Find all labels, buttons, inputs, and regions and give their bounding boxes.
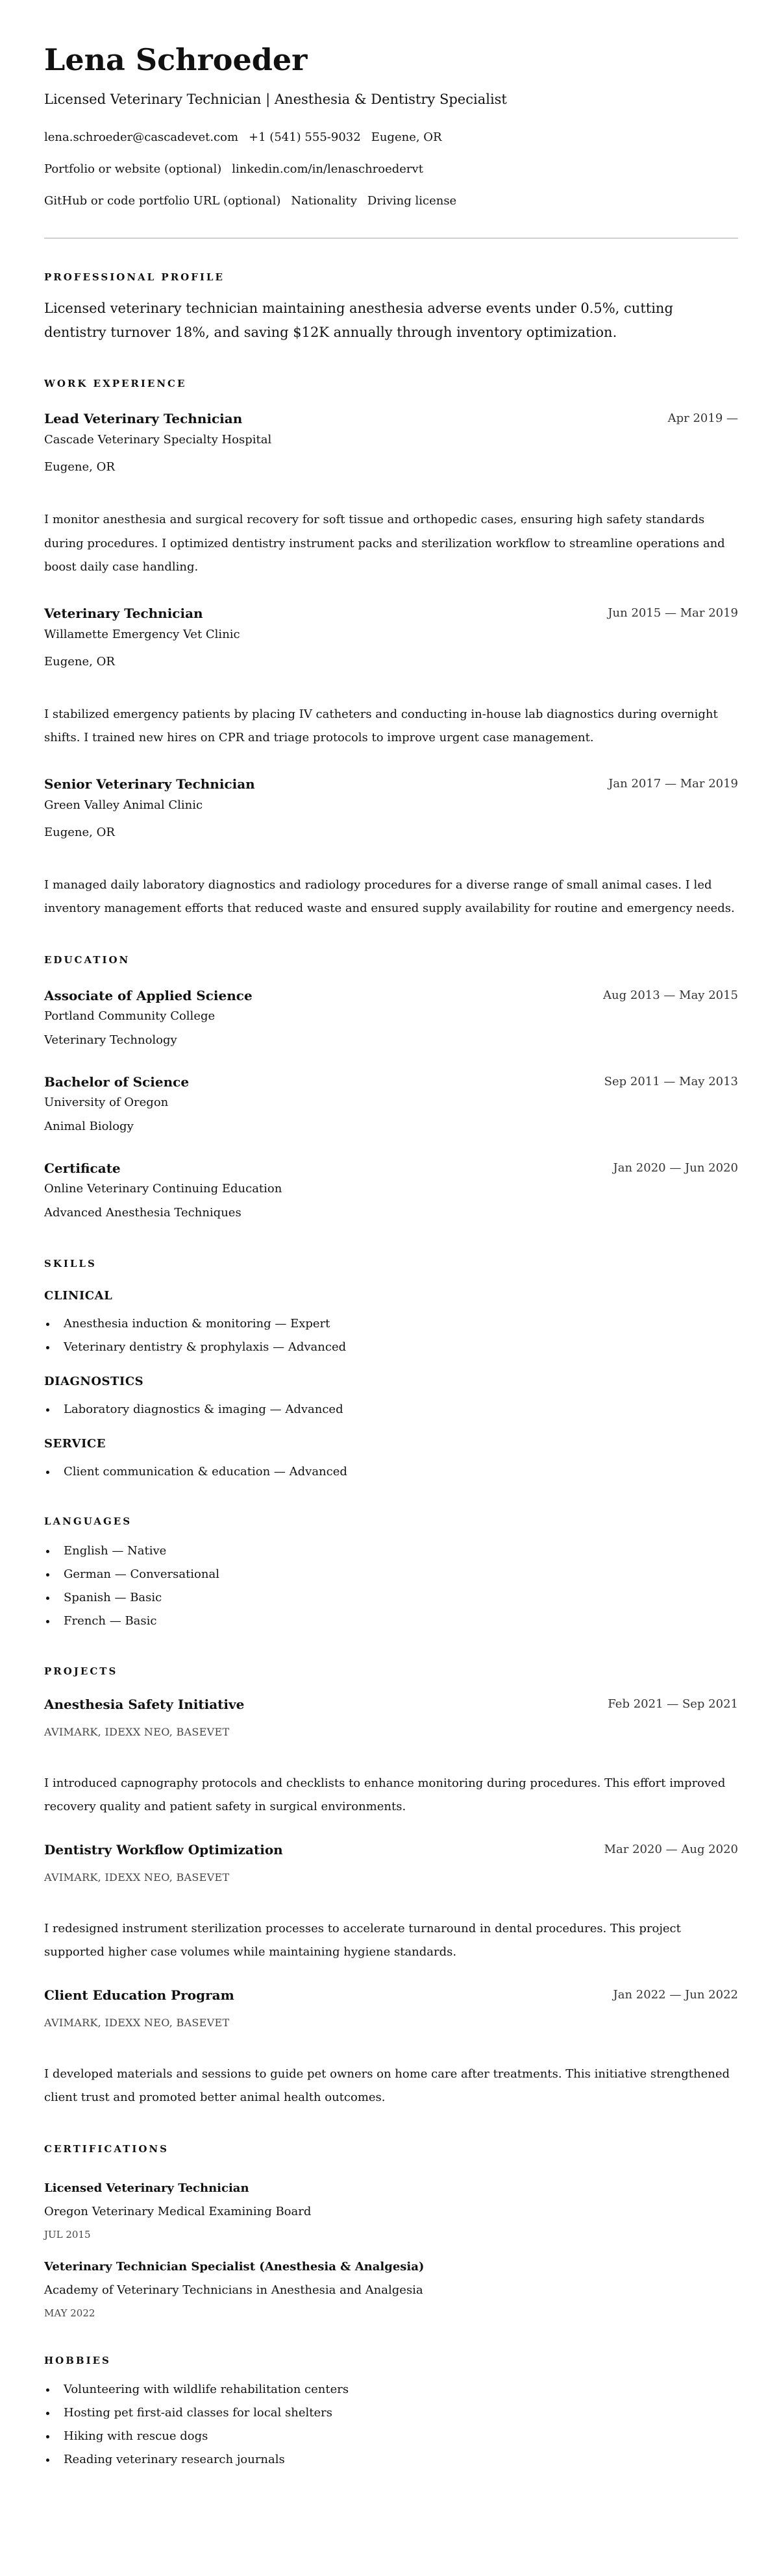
contact-nationality: Nationality (291, 194, 357, 208)
degree: Associate of Applied Science (44, 987, 253, 1003)
job-location: Eugene, OR (44, 460, 115, 474)
project-tech: AVIMARK, IDEXX NEO, BASEVET (44, 1871, 230, 1883)
education-item (44, 986, 738, 1050)
skill-list (44, 1398, 738, 1421)
hobby-item: Hosting pet first-aid classes for local shelters (44, 2401, 738, 2425)
certification-title: Licensed Veterinary Technician (44, 2181, 249, 2195)
section-heading: EDUCATION (44, 953, 130, 966)
job-company: Cascade Veterinary Specialty Hospital (44, 433, 272, 447)
skill-group-heading: SERVICE (44, 1436, 106, 1451)
contact-phone[interactable]: +1 (541) 555-9032 (249, 130, 361, 144)
language-list (44, 1539, 738, 1633)
skill-list (44, 1312, 738, 1359)
education-section (44, 953, 738, 1223)
certification-date: JUL 2015 (44, 2228, 91, 2240)
hobby-item: Hiking with rescue dogs (44, 2425, 738, 2448)
skill-item: Anesthesia induction & monitoring — Expert (44, 1312, 738, 1336)
job-dates: Apr 2019 — (667, 411, 738, 425)
section-heading: SKILLS (44, 1257, 97, 1270)
certification-issuer: Academy of Veterinary Technicians in Anesthesia and Analgesia (44, 2283, 423, 2297)
contact-portfolio[interactable]: Portfolio or website (optional) (44, 162, 222, 176)
education-dates: Sep 2011 — May 2013 (604, 1074, 738, 1088)
contact-email[interactable]: lena.schroeder@cascadevet.com (44, 130, 239, 144)
section-heading: WORK EXPERIENCE (44, 378, 187, 389)
job-location: Eugene, OR (44, 654, 115, 669)
project-dates: Mar 2020 — Aug 2020 (604, 1842, 738, 1856)
project-title: Anesthesia Safety Initiative (44, 1696, 245, 1712)
job-description: I stabilized emergency patients by placing IV catheters and conducting in-house lab diagnostics during overnight shifts. I trained new hires on CPR and triage protocols to improve urgent case management. (44, 707, 718, 744)
section-heading: PROFESSIONAL PROFILE (44, 271, 225, 283)
contact-row (44, 128, 738, 147)
job-title: Senior Veterinary Technician (44, 776, 255, 792)
school: Portland Community College (44, 1009, 216, 1023)
resume-page (44, 0, 738, 2472)
field-of-study: Animal Biology (44, 1119, 134, 1133)
job-dates: Jan 2017 — Mar 2019 (608, 776, 738, 791)
candidate-headline: Licensed Veterinary Technician | Anesthesia & Dentistry Specialist (44, 92, 507, 107)
education-dates: Aug 2013 — May 2015 (603, 988, 738, 1002)
skill-list (44, 1460, 738, 1484)
project-dates: Feb 2021 — Sep 2021 (608, 1697, 738, 1711)
profile-summary: Licensed veterinary technician maintaining anesthesia adverse events under 0.5%, cutting dentistry turnover 18%, and saving $12K annually through inventory optimization. (44, 301, 673, 340)
project-description: I developed materials and sessions to guide pet owners on home care after treatments. This initiative strengthened client trust and promoted better animal health outcomes. (44, 2067, 730, 2104)
skill-item: Laboratory diagnostics & imaging — Advanced (44, 1398, 738, 1421)
contact-driving-license: Driving license (367, 194, 457, 208)
job-description: I monitor anesthesia and surgical recovery for soft tissue and orthopedic cases, ensuring high safety standards during procedures. I optimized dentistry instrument packs and sterilization workflow to streamline operations and boost daily case handling. (44, 513, 725, 574)
experience-section (44, 377, 738, 921)
skill-group-heading: DIAGNOSTICS (44, 1374, 144, 1388)
project-dates: Jan 2022 — Jun 2022 (613, 1987, 738, 2002)
certifications-section (44, 2142, 738, 2322)
candidate-name: Lena Schroeder (44, 42, 308, 77)
contact-linkedin[interactable]: linkedin.com/in/lenaschroedervt (232, 162, 423, 176)
language-item: German — Conversational (44, 1563, 738, 1586)
education-dates: Jan 2020 — Jun 2020 (613, 1160, 738, 1175)
field-of-study: Advanced Anesthesia Techniques (44, 1205, 241, 1220)
language-item: Spanish — Basic (44, 1586, 738, 1610)
job-company: Willamette Emergency Vet Clinic (44, 627, 240, 641)
skill-group-heading: CLINICAL (44, 1288, 113, 1303)
hobby-item: Reading veterinary research journals (44, 2448, 738, 2472)
language-item: English — Native (44, 1539, 738, 1563)
hobby-item: Volunteering with wildlife rehabilitation centers (44, 2378, 738, 2401)
project-item (44, 1985, 738, 2109)
project-title: Dentistry Workflow Optimization (44, 1841, 283, 1858)
certification-title: Veterinary Technician Specialist (Anesthesia & Analgesia) (44, 2259, 425, 2274)
education-item (44, 1072, 738, 1136)
degree: Certificate (44, 1160, 121, 1176)
job-title: Veterinary Technician (44, 605, 203, 621)
profile-section (44, 271, 738, 345)
resume-header (44, 40, 738, 211)
header-divider (44, 238, 738, 239)
contact-row (44, 160, 738, 179)
job-description: I managed daily laboratory diagnostics and radiology procedures for a diverse range of small animal cases. I led inventory management efforts that reduced waste and ensured supply availability for routine and emergency needs. (44, 877, 735, 915)
languages-section (44, 1515, 738, 1633)
job-dates: Jun 2015 — Mar 2019 (608, 606, 738, 620)
project-title: Client Education Program (44, 1987, 234, 2003)
school: Online Veterinary Continuing Education (44, 1181, 282, 1196)
job-location: Eugene, OR (44, 825, 115, 839)
language-item: French — Basic (44, 1610, 738, 1633)
certification-issuer: Oregon Veterinary Medical Examining Board (44, 2204, 312, 2218)
degree: Bachelor of Science (44, 1073, 190, 1090)
project-description: I introduced capnography protocols and checklists to enhance monitoring during procedures. This effort improved recovery quality and patient safety in surgical environments. (44, 1776, 726, 1813)
project-description: I redesigned instrument sterilization processes to accelerate turnaround in dental procedures. This project supported higher case volumes while maintaining hygiene standards. (44, 1921, 681, 1959)
skills-section (44, 1257, 738, 1484)
hobbies-section (44, 2354, 738, 2472)
project-tech: AVIMARK, IDEXX NEO, BASEVET (44, 2016, 230, 2029)
project-item (44, 1840, 738, 1964)
job-company: Green Valley Animal Clinic (44, 798, 203, 812)
certification-item (44, 2258, 738, 2322)
certification-date: MAY 2022 (44, 2307, 95, 2319)
section-heading: LANGUAGES (44, 1515, 132, 1527)
school: University of Oregon (44, 1095, 169, 1109)
field-of-study: Veterinary Technology (44, 1033, 177, 1047)
skill-item: Veterinary dentistry & prophylaxis — Advanced (44, 1336, 738, 1359)
section-heading: PROJECTS (44, 1665, 118, 1677)
contact-location: Eugene, OR (371, 130, 442, 144)
project-item (44, 1695, 738, 1819)
experience-item (44, 774, 738, 921)
experience-item (44, 409, 738, 580)
education-item (44, 1159, 738, 1223)
job-title: Lead Veterinary Technician (44, 411, 243, 426)
experience-item (44, 604, 738, 750)
hobby-list (44, 2378, 738, 2472)
section-heading: HOBBIES (44, 2354, 111, 2366)
projects-section (44, 1665, 738, 2109)
project-tech: AVIMARK, IDEXX NEO, BASEVET (44, 1725, 230, 1738)
skill-item: Client communication & education — Advanced (44, 1460, 738, 1484)
section-heading: CERTIFICATIONS (44, 2142, 169, 2155)
certification-item (44, 2179, 738, 2243)
contact-github[interactable]: GitHub or code portfolio URL (optional) (44, 194, 281, 208)
contact-row (44, 191, 738, 211)
